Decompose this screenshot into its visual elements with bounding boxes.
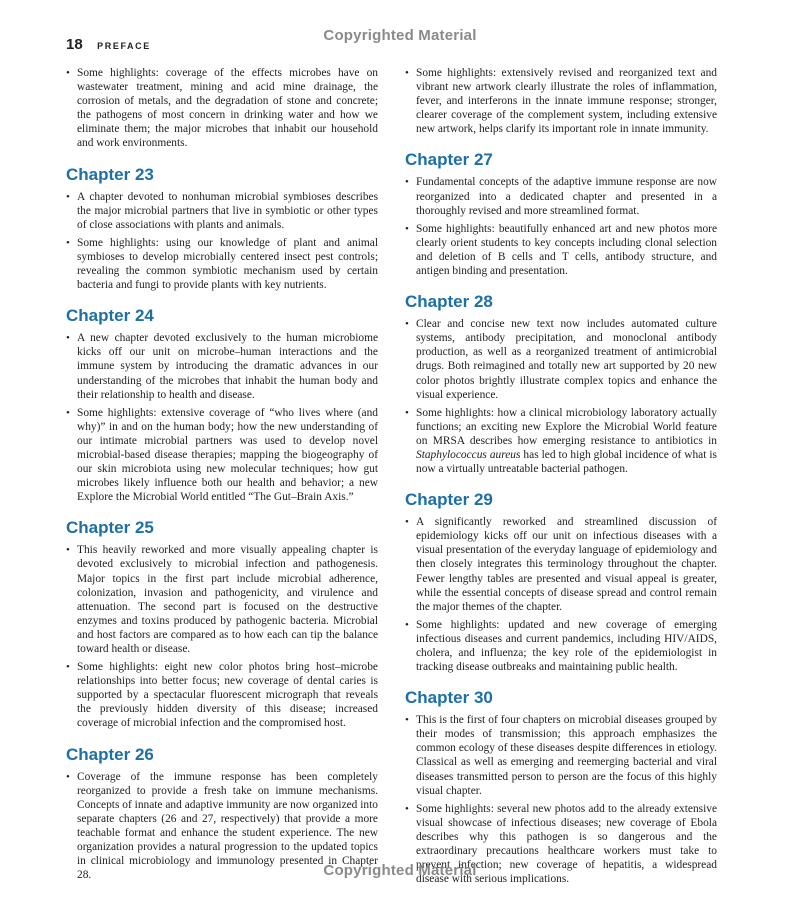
bullet-list xyxy=(66,190,378,293)
bullet-text: has led to high global incidence of what is now a virtually untreatable bacterial pathogen. xyxy=(416,448,717,476)
bullet-item: • Some highlights: beautifully enhanced art and new photos more clearly orient students to key concepts including clonal selection and deletion of B cells and T cells, antibody structure, and antigen binding and presentation. xyxy=(405,222,717,278)
bullet-item: • Some highlights: coverage of the effects microbes have on wastewater treatment, mining and acid mine drainage, the corrosion of metals, and the degradation of stone and concrete; the pathogens of most concern in drinking water and how we eliminate them; the major microbes that inhabit our household and work environments. xyxy=(66,66,378,151)
bullet-item: • A new chapter devoted exclusively to the human microbiome kicks off our unit on microbe–human interactions and the immune system by introducing the dramatic advances in our understanding of the microbes that inhabit the human body and their relationship to health and disease. xyxy=(66,331,378,401)
bullet-list xyxy=(66,543,378,730)
bullet-item: • Some highlights: several new photos add to the already extensive visual showcase of infectious diseases; new coverage of Ebola describes why this pathogen is so dangerous and the extraordinary precautions healthcare workers must take to prevent infection; new coverage of hepatitis, a widespread disease with serious implications. xyxy=(405,802,717,887)
chapter-heading: Chapter 29 xyxy=(405,490,493,510)
copyright-watermark-top: Copyrighted Material xyxy=(323,27,477,44)
chapter-25-section xyxy=(66,518,378,730)
bullet-item: • Some highlights: updated and new coverage of emerging infectious diseases and current pandemics, including HIV/AIDS, cholera, and influenza; the key role of the epidemiologist in tracking disease outbreaks and maintaining public health. xyxy=(405,618,717,674)
species-name: Staphylococcus aureus xyxy=(416,448,521,461)
chapter-27-section xyxy=(405,150,717,278)
bullet-item: • Coverage of the immune response has been completely reorganized to provide a fresh take on immune mechanisms. Concepts of innate and adaptive immunity are now organized into separate chapters (26 and 27, respectively) that provide a more teachable format and enhance the student experience. The new organization provides a natural progression to the updated topics in clinical microbiology and immunology presented in Chapter 28. xyxy=(66,770,378,883)
bullet-item: • This is the first of four chapters on microbial diseases grouped by their modes of transmission; this approach emphasizes the common ecology of these diseases despite differences in etiology. Classical as well as emerging and reemerging bacterial and viral diseases transmitted person to person are the focus of this highly visual chapter. xyxy=(405,713,717,798)
chapter-29-section xyxy=(405,490,717,674)
bullet-item: • Some highlights: extensive coverage of “who lives where (and why)” in and on the human body; how the new understanding of our intimate microbial partners was used to develop novel microbial-based disease therapies; mapping the biogeography of our skin microbiota using new molecular techniques; how gut microbes likely influence both our health and behavior; a new Explore the Microbial World entitled “The Gut–Brain Axis.” xyxy=(66,406,378,505)
bullet-item: • Some highlights: extensively revised and reorganized text and vibrant new artwork clearly illustrate the roles of inflammation, fever, and interferons in the innate immune response; stronger, clearer coverage of the complement system, including extensive new artwork, helps clarify its important role in innate immunity. xyxy=(405,66,717,136)
right-column xyxy=(405,66,717,890)
running-head xyxy=(66,36,151,54)
chapter-30-section xyxy=(405,688,717,886)
left-column xyxy=(66,66,378,886)
chapter-heading: Chapter 28 xyxy=(405,292,493,312)
bullet-item: • Clear and concise new text now includes automated culture systems, antibody precipitation, and monoclonal antibody production, as well as a reorganized treatment of antimicrobial drugs. Both reimagined and totally new art supported by 20 new color photos brightly illustrate complex topics and enhance the visual experience. xyxy=(405,317,717,402)
chapter-28-section xyxy=(405,292,717,476)
bullet-item: • This heavily reworked and more visually appealing chapter is devoted exclusively to microbial infection and pathogenesis. Major topics in the first part include microbial adherence, colonization, invasion and pathogenicity, and virulence and attenuation. The second part is focused on the destructive enzymes and toxins produced by pathogenic bacteria. Microbial and host factors are compared as to how each can tip the balance toward health or disease. xyxy=(66,543,378,656)
bullet-list xyxy=(405,317,717,476)
page-number: 18 xyxy=(66,36,83,53)
section-name: PREFACE xyxy=(97,41,151,51)
continued-bullet-list xyxy=(405,66,717,136)
bullet-list xyxy=(405,713,717,886)
bullet-item: • A chapter devoted to nonhuman microbial symbioses describes the major microbial partners that live in symbiotic or other types of close associations with plants and animals. xyxy=(66,190,378,232)
bullet-list xyxy=(405,515,717,674)
chapter-24-section xyxy=(66,306,378,504)
chapter-heading: Chapter 26 xyxy=(66,744,154,764)
chapter-heading: Chapter 30 xyxy=(405,688,493,708)
copyright-watermark-bottom: Copyrighted Material xyxy=(323,862,477,879)
chapter-heading: Chapter 23 xyxy=(66,164,154,184)
bullet-text: Some highlights: how a clinical microbiology laboratory actually functions; an exciting new Explore the Microbial World feature on MRSA describes how emerging resistance to antibiotics in xyxy=(416,406,717,447)
bullet-item: • Some highlights: using our knowledge of plant and animal symbioses to develop microbially centered insect pest controls; revealing the common symbiotic mechanism used by certain bacteria and fungi to provide plants with key nutrients. xyxy=(66,236,378,292)
bullet-item xyxy=(405,406,717,476)
chapter-heading: Chapter 25 xyxy=(66,518,154,538)
continued-bullet-list xyxy=(66,66,378,151)
bullet-item: • Fundamental concepts of the adaptive immune response are now reorganized into a dedicated chapter and presented in a thoroughly revised and more streamlined format. xyxy=(405,175,717,217)
bullet-list xyxy=(66,331,378,504)
bullet-item: • Some highlights: eight new color photos bring host–microbe relationships into better focus; new coverage of dental caries is supported by a spectacular fluorescent micrograph that reveals the previously hidden diversity of this disease; increased coverage of microbial infection and the compromised host. xyxy=(66,660,378,730)
chapter-heading: Chapter 27 xyxy=(405,150,493,170)
chapter-23-section xyxy=(66,165,378,293)
bullet-item: • A significantly reworked and streamlined discussion of epidemiology kicks off our unit on infectious diseases with a visual presentation of the everyday language of epidemiology and then closely integrates this terminology throughout the chapter. Fewer lengthy tables are presented and visual appeal is greater, while the essential concepts of disease spread and control remain the major themes of the chapter. xyxy=(405,515,717,614)
bullet-list xyxy=(405,175,717,278)
chapter-heading: Chapter 24 xyxy=(66,306,154,326)
